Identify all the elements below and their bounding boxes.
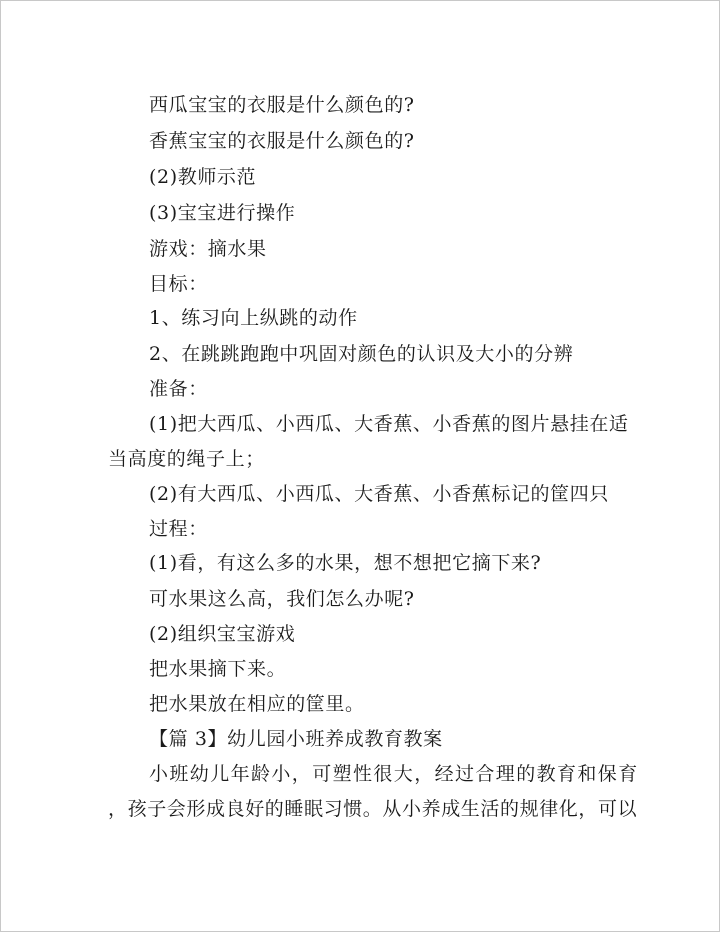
text-line-5: 游戏：摘水果: [149, 238, 267, 260]
text-line-18: 把水果放在相应的筐里。: [149, 693, 365, 715]
text-line-4: (3)宝宝进行操作: [149, 202, 296, 224]
text-line-15: 可水果这么高，我们怎么办呢?: [149, 588, 415, 610]
text-line-10: (1)把大西瓜、小西瓜、大香蕉、小香蕉的图片悬挂在适: [149, 413, 629, 435]
text-line-21: ，孩子会形成良好的睡眠习惯。从小养成生活的规律化，可以: [108, 798, 638, 820]
text-line-17: 把水果摘下来。: [149, 658, 287, 680]
text-line-20: 小班幼儿年龄小，可塑性很大，经过合理的教育和保育: [149, 763, 639, 785]
section-heading: 【篇 3】幼儿园小班养成教育教案: [149, 728, 443, 750]
text-line-2: 香蕉宝宝的衣服是什么颜色的?: [149, 130, 415, 152]
text-line-13: 过程：: [149, 518, 208, 540]
text-line-1: 西瓜宝宝的衣服是什么颜色的?: [149, 94, 415, 116]
text-line-3: (2)教师示范: [149, 166, 257, 188]
text-line-8: 2、在跳跳跑跑中巩固对颜色的认识及大小的分辨: [149, 343, 574, 365]
text-line-11: 当高度的绳子上；: [108, 448, 265, 470]
text-line-7: 1、练习向上纵跳的动作: [149, 307, 358, 329]
text-line-14: (1)看，有这么多的水果，想不想把它摘下来?: [149, 552, 542, 574]
text-line-12: (2)有大西瓜、小西瓜、大香蕉、小香蕉标记的筐四只: [149, 483, 609, 505]
text-line-6: 目标：: [149, 273, 208, 295]
text-line-9: 准备：: [149, 378, 208, 400]
text-line-16: (2)组织宝宝游戏: [149, 623, 296, 645]
